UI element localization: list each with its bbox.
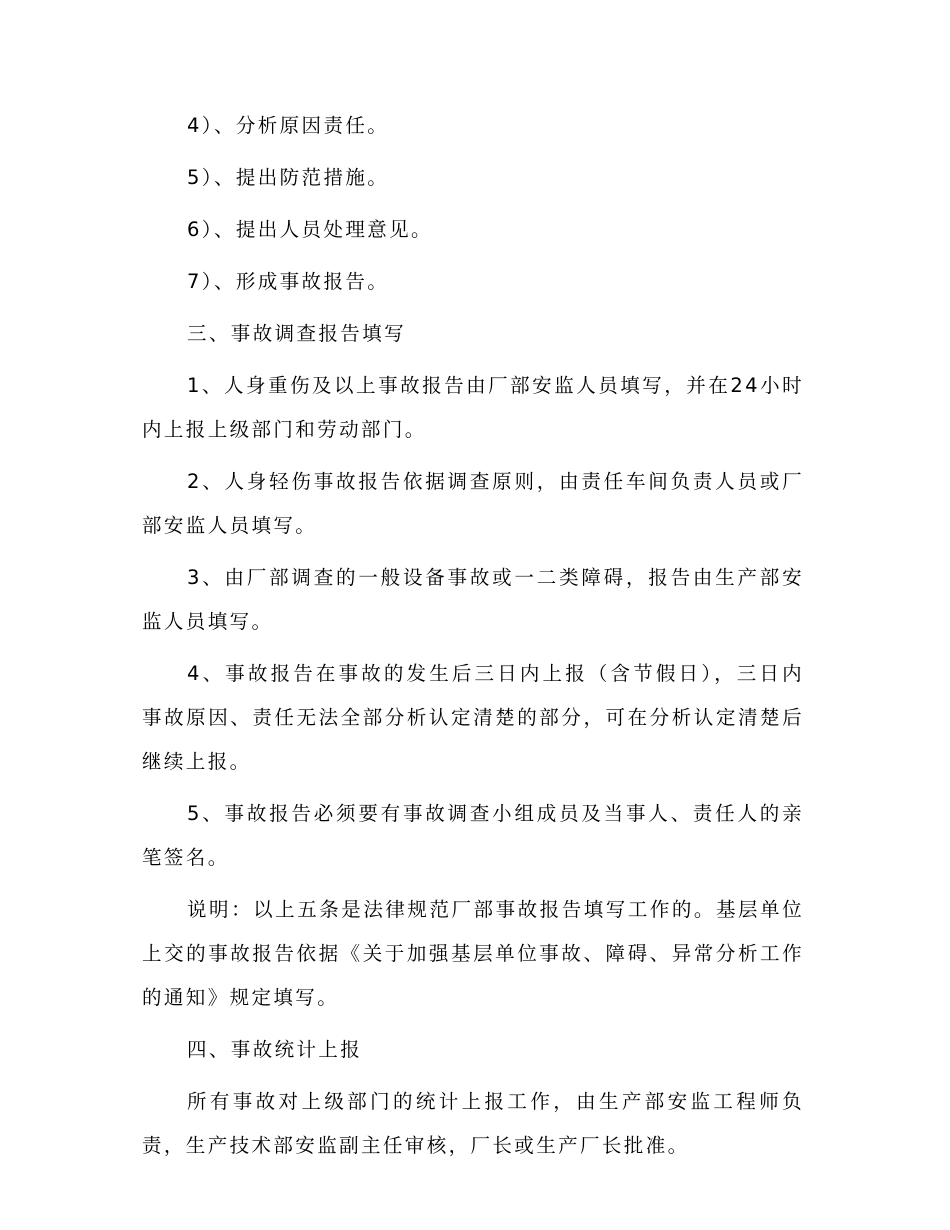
section-heading-statistics: 四、事故统计上报: [187, 1038, 363, 1061]
paragraph-rule-1: 1、人身重伤及以上事故报告由厂部安监人员填写，并在24小时内上报上级部门和劳动部门。: [142, 374, 804, 441]
paragraph-step-7: 7）、形成事故报告。: [187, 270, 390, 293]
paragraph-rule-3: 3、由厂部调查的一般设备事故或一二类障碍，报告由生产部安监人员填写。: [142, 566, 804, 633]
paragraph-step-5: 5）、提出防范措施。: [187, 166, 390, 189]
paragraph-step-4: 4）、分析原因责任。: [187, 114, 390, 137]
paragraph-statistics: 所有事故对上级部门的统计上报工作，由生产部安监工程师负责，生产技术部安监副主任审核，厂长或生产厂长批准。: [142, 1090, 804, 1157]
section-heading-report-filling: 三、事故调查报告填写: [187, 322, 407, 345]
document-body: [142, 104, 804, 1176]
paragraph-step-6: 6）、提出人员处理意见。: [187, 218, 433, 241]
paragraph-rule-5: 5、事故报告必须要有事故调查小组成员及当事人、责任人的亲笔签名。: [142, 802, 804, 869]
paragraph-rule-2: 2、人身轻伤事故报告依据调查原则，由责任车间负责人员或厂部安监人员填写。: [142, 470, 804, 537]
paragraph-note: 说明：以上五条是法律规范厂部事故报告填写工作的。基层单位上交的事故报告依据《关于加强基层单位事故、障碍、异常分析工作的通知》规定填写。: [142, 898, 804, 1009]
paragraph-rule-4: 4、事故报告在事故的发生后三日内上报（含节假日），三日内事故原因、责任无法全部分析认定清楚的部分，可在分析认定清楚后继续上报。: [142, 662, 804, 773]
